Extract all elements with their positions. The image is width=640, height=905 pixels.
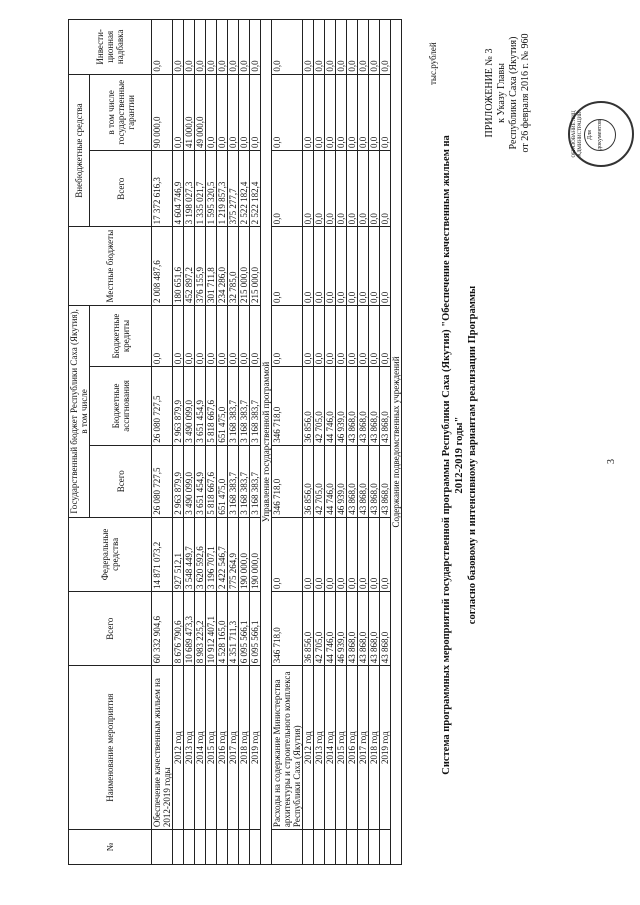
value-cell: 0,0	[303, 517, 314, 591]
year-row	[380, 20, 391, 865]
row-number-cell	[184, 830, 195, 865]
value-cell: 2 522 182,4	[239, 150, 250, 226]
value-cell: 0,0	[303, 305, 314, 366]
value-cell: 43 868,0	[380, 592, 391, 666]
value-cell: 6 095 566,1	[239, 592, 250, 666]
value-cell: 0,0	[272, 305, 303, 366]
value-cell: 0,0	[369, 227, 380, 306]
appendix-line: к Указу Главы	[496, 63, 507, 123]
value-cell: 0,0	[173, 74, 184, 150]
value-cell: 42 705,0	[314, 367, 325, 446]
col-header-invest: Инвести- ционная надбавка	[69, 20, 152, 75]
value-cell: 0,0	[380, 20, 391, 75]
seal-center: Для документов	[584, 119, 616, 151]
year-row	[369, 20, 380, 865]
row-number-cell	[347, 830, 358, 865]
value-cell: 44 746,0	[325, 367, 336, 446]
row-number-cell	[195, 830, 206, 865]
year-row	[206, 20, 217, 865]
value-cell: 3 168 383,7	[239, 445, 250, 517]
year-label: 2012 год	[173, 666, 184, 830]
value-cell: 346 718,0	[272, 367, 303, 446]
value-cell: 43 868,0	[369, 592, 380, 666]
value-cell: 0,0	[336, 517, 347, 591]
value-cell: 3 651 454,9	[195, 445, 206, 517]
value-cell: 42 705,0	[314, 592, 325, 666]
value-cell: 0,0	[173, 20, 184, 75]
value-cell: 0,0	[347, 305, 358, 366]
table-body	[152, 20, 402, 865]
value-cell: 0,0	[272, 517, 303, 591]
year-label: 2015 год	[206, 666, 217, 830]
year-row	[250, 20, 261, 865]
value-cell: 0,0	[358, 150, 369, 226]
seal-ring-text: ОБРАЗОВАНИЕ ЛИЦ АДМИНИСТРАЦИИ	[572, 110, 583, 158]
appendix-title: ПРИЛОЖЕНИЕ № 3	[484, 48, 495, 138]
value-cell: 2 963 879,9	[173, 445, 184, 517]
value-cell: 1 219 857,3	[217, 150, 228, 226]
value-cell: 0,0	[369, 150, 380, 226]
value-cell: 0,0	[369, 20, 380, 75]
value-cell: 0,0	[336, 20, 347, 75]
value-cell: 0,0	[184, 305, 195, 366]
value-cell: 375 277,7	[228, 150, 239, 226]
value-cell: 3 490 099,0	[184, 367, 195, 446]
year-row	[228, 20, 239, 865]
row-number-cell	[206, 830, 217, 865]
value-cell: 43 868,0	[369, 367, 380, 446]
value-cell: 0,0	[272, 74, 303, 150]
row-number-cell	[358, 830, 369, 865]
year-label: 2015 год	[336, 666, 347, 830]
value-cell: 0,0	[325, 20, 336, 75]
value-cell: 0,0	[347, 517, 358, 591]
value-cell: 26 080 727,5	[152, 445, 173, 517]
value-cell: 4 351 711,3	[228, 592, 239, 666]
row-number-cell	[250, 830, 261, 865]
title-line: Система программных мероприятий государственной программы Республики Саха (Якутия) "Обеспечение качественным жильем на 2012-2019 годы"	[441, 135, 465, 775]
value-cell: 26 080 727,5	[152, 367, 173, 446]
row-number-cell	[303, 830, 314, 865]
value-cell: 651 475,0	[217, 445, 228, 517]
value-cell: 42 705,0	[314, 445, 325, 517]
value-cell: 0,0	[250, 20, 261, 75]
year-row	[347, 20, 358, 865]
value-cell: 0,0	[369, 305, 380, 366]
year-label: 2017 год	[358, 666, 369, 830]
value-cell: 43 868,0	[347, 445, 358, 517]
year-label: 2019 год	[380, 666, 391, 830]
col-header-state-credit: Бюджетные кредиты	[90, 305, 152, 366]
value-cell: 0,0	[206, 20, 217, 75]
value-cell: 46 939,0	[336, 592, 347, 666]
value-cell: 190 000,0	[250, 517, 261, 591]
value-cell: 0,0	[358, 227, 369, 306]
value-cell: 0,0	[152, 305, 173, 366]
activity-name: Обеспечение качественным жильем на 2012-2019 годы	[152, 666, 173, 830]
value-cell: 43 868,0	[358, 445, 369, 517]
value-cell: 0,0	[239, 74, 250, 150]
row-number-cell	[325, 830, 336, 865]
value-cell: 46 939,0	[336, 367, 347, 446]
program-row	[272, 20, 303, 865]
value-cell: 43 868,0	[380, 445, 391, 517]
value-cell: 0,0	[239, 20, 250, 75]
appendix-line: Республики Саха (Якутия)	[508, 36, 519, 150]
value-cell: 36 856,0	[303, 367, 314, 446]
value-cell: 5 818 667,6	[206, 445, 217, 517]
value-cell: 4 604 746,9	[173, 150, 184, 226]
value-cell: 0,0	[336, 305, 347, 366]
col-header-name: Наименование мероприятия	[69, 666, 152, 830]
value-cell: 0,0	[228, 305, 239, 366]
value-cell: 0,0	[336, 74, 347, 150]
page-number: 3	[606, 459, 617, 464]
value-cell: 3 168 383,7	[250, 445, 261, 517]
value-cell: 346 718,0	[272, 592, 303, 666]
row-number-cell	[228, 830, 239, 865]
year-row	[239, 20, 250, 865]
value-cell: 44 746,0	[325, 445, 336, 517]
value-cell: 0,0	[325, 74, 336, 150]
value-cell: 0,0	[347, 20, 358, 75]
col-header-state-group: Государственный бюджет Республики Саха (Якутия), в том числе	[69, 305, 90, 517]
value-cell: 3 168 383,7	[228, 445, 239, 517]
year-row	[184, 20, 195, 865]
value-cell: 10 912 407,1	[206, 592, 217, 666]
value-cell: 32 785,0	[228, 227, 239, 306]
year-label: 2016 год	[347, 666, 358, 830]
value-cell: 60 332 904,6	[152, 592, 173, 666]
value-cell: 190 000,0	[239, 517, 250, 591]
value-cell: 301 711,8	[206, 227, 217, 306]
appendix-line: от 26 февраля 2016 г. № 960	[520, 33, 531, 153]
value-cell: 0,0	[380, 150, 391, 226]
value-cell: 14 871 073,2	[152, 517, 173, 591]
value-cell: 0,0	[217, 20, 228, 75]
col-header-state-alloc: Бюджетные ассигнования	[90, 367, 152, 446]
value-cell: 0,0	[325, 517, 336, 591]
section-row	[391, 20, 402, 865]
value-cell: 0,0	[239, 305, 250, 366]
value-cell: 0,0	[380, 305, 391, 366]
value-cell: 2 422 546,7	[217, 517, 228, 591]
value-cell: 5 818 667,6	[206, 367, 217, 446]
value-cell: 0,0	[336, 227, 347, 306]
row-number-cell	[380, 830, 391, 865]
value-cell: 0,0	[325, 305, 336, 366]
value-cell: 3 651 454,9	[195, 367, 206, 446]
value-cell: 3 548 449,7	[184, 517, 195, 591]
value-cell: 0,0	[303, 74, 314, 150]
value-cell: 3 620 592,6	[195, 517, 206, 591]
value-cell: 927 512,1	[173, 517, 184, 591]
value-cell: 36 856,0	[303, 592, 314, 666]
value-cell: 0,0	[314, 305, 325, 366]
value-cell: 0,0	[314, 20, 325, 75]
value-cell: 0,0	[325, 227, 336, 306]
year-row	[217, 20, 228, 865]
value-cell: 10 689 473,3	[184, 592, 195, 666]
value-cell: 651 475,0	[217, 367, 228, 446]
value-cell: 3 168 383,7	[250, 367, 261, 446]
value-cell: 43 868,0	[358, 592, 369, 666]
title-line: согласно базовому и интенсивному вариантам реализации Программы	[467, 285, 478, 625]
row-number-cell	[217, 830, 228, 865]
value-cell: 0,0	[336, 150, 347, 226]
year-row	[173, 20, 184, 865]
value-cell: 0,0	[195, 305, 206, 366]
value-cell: 3 196 707,1	[206, 517, 217, 591]
col-header-extra-total: Всего	[90, 150, 152, 226]
value-cell: 0,0	[347, 74, 358, 150]
value-cell: 0,0	[250, 74, 261, 150]
value-cell: 0,0	[314, 517, 325, 591]
value-cell: 452 897,2	[184, 227, 195, 306]
section-row	[261, 20, 272, 865]
value-cell: 775 264,9	[228, 517, 239, 591]
row-number-cell	[152, 830, 173, 865]
year-row	[325, 20, 336, 865]
year-label: 2012 год	[303, 666, 314, 830]
value-cell: 0,0	[195, 20, 206, 75]
year-row	[303, 20, 314, 865]
value-cell: 3 490 099,0	[184, 445, 195, 517]
section-title: Управление государственной программой	[261, 20, 272, 865]
year-label: 2018 год	[239, 666, 250, 830]
row-number-cell	[272, 830, 303, 865]
value-cell: 0,0	[184, 20, 195, 75]
year-label: 2013 год	[314, 666, 325, 830]
value-cell: 0,0	[380, 74, 391, 150]
value-cell: 8 676 790,6	[173, 592, 184, 666]
value-cell: 215 000,0	[250, 227, 261, 306]
value-cell: 0,0	[347, 150, 358, 226]
row-number-cell	[314, 830, 325, 865]
value-cell: 0,0	[173, 305, 184, 366]
value-cell: 2 963 879,9	[173, 367, 184, 446]
col-header-extra-group: Внебюджетные средства	[69, 74, 90, 227]
value-cell: 0,0	[272, 227, 303, 306]
value-cell: 90 000,0	[152, 74, 173, 150]
value-cell: 0,0	[303, 20, 314, 75]
value-cell: 49 000,0	[195, 74, 206, 150]
year-row	[336, 20, 347, 865]
value-cell: 0,0	[358, 517, 369, 591]
year-label: 2017 год	[228, 666, 239, 830]
value-cell: 0,0	[272, 20, 303, 75]
value-cell: 17 372 616,3	[152, 150, 173, 226]
value-cell: 0,0	[250, 305, 261, 366]
col-header-state-total: Всего	[90, 445, 152, 517]
value-cell: 0,0	[358, 74, 369, 150]
col-header-total: Всего	[69, 592, 152, 666]
value-cell: 41 000,0	[184, 74, 195, 150]
year-label: 2014 год	[195, 666, 206, 830]
document-title	[440, 125, 479, 785]
value-cell: 376 155,9	[195, 227, 206, 306]
value-cell: 0,0	[369, 517, 380, 591]
value-cell: 0,0	[380, 517, 391, 591]
value-cell: 0,0	[206, 74, 217, 150]
value-cell: 6 095 566,1	[250, 592, 261, 666]
value-cell: 43 868,0	[380, 367, 391, 446]
value-cell: 0,0	[303, 227, 314, 306]
value-cell: 43 868,0	[358, 367, 369, 446]
year-label: 2016 год	[217, 666, 228, 830]
value-cell: 36 856,0	[303, 445, 314, 517]
value-cell: 215 000,0	[239, 227, 250, 306]
value-cell: 0,0	[228, 74, 239, 150]
value-cell: 3 168 383,7	[239, 367, 250, 446]
value-cell: 46 939,0	[336, 445, 347, 517]
year-label: 2018 год	[369, 666, 380, 830]
value-cell: 0,0	[303, 150, 314, 226]
row-number-cell	[336, 830, 347, 865]
value-cell: 180 651,6	[173, 227, 184, 306]
value-cell: 0,0	[358, 20, 369, 75]
year-label: 2013 год	[184, 666, 195, 830]
value-cell: 0,0	[314, 227, 325, 306]
value-cell: 3 168 383,7	[228, 367, 239, 446]
value-cell: 2 008 487,6	[152, 227, 173, 306]
value-cell: 4 528 165,0	[217, 592, 228, 666]
year-row	[314, 20, 325, 865]
col-header-no: №	[69, 830, 152, 865]
section-title: Содержание подведомственных учреждений	[391, 20, 402, 865]
units-label: тыс.рублей	[428, 42, 438, 85]
value-cell: 0,0	[228, 20, 239, 75]
value-cell: 0,0	[347, 227, 358, 306]
value-cell: 234 286,0	[217, 227, 228, 306]
value-cell: 0,0	[314, 150, 325, 226]
value-cell: 44 746,0	[325, 592, 336, 666]
value-cell: 43 868,0	[369, 445, 380, 517]
value-cell: 0,0	[380, 227, 391, 306]
activity-name: Расходы на содержание Министерства архитектуры и строительного комплекса Республики Саха (Якутия)	[272, 666, 303, 830]
value-cell: 1 335 021,7	[195, 150, 206, 226]
value-cell: 346 718,0	[272, 445, 303, 517]
value-cell: 0,0	[314, 74, 325, 150]
value-cell: 0,0	[272, 150, 303, 226]
value-cell: 0,0	[358, 305, 369, 366]
col-header-local: Местные бюджеты	[69, 227, 152, 306]
program-table	[68, 19, 402, 865]
value-cell: 0,0	[369, 74, 380, 150]
row-number-cell	[173, 830, 184, 865]
year-row	[358, 20, 369, 865]
program-row	[152, 20, 173, 865]
value-cell: 2 522 182,4	[250, 150, 261, 226]
appendix-block	[484, 13, 532, 173]
row-number-cell	[369, 830, 380, 865]
year-row	[195, 20, 206, 865]
value-cell: 0,0	[325, 150, 336, 226]
value-cell: 3 198 027,3	[184, 150, 195, 226]
row-number-cell	[239, 830, 250, 865]
value-cell: 43 868,0	[347, 367, 358, 446]
value-cell: 0,0	[206, 305, 217, 366]
col-header-extra-guarantee: в том числе государственные гарантии	[90, 74, 152, 150]
value-cell: 8 983 225,2	[195, 592, 206, 666]
year-label: 2014 год	[325, 666, 336, 830]
value-cell: 0,0	[217, 74, 228, 150]
official-seal	[568, 101, 634, 167]
value-cell: 0,0	[152, 20, 173, 75]
value-cell: 0,0	[217, 305, 228, 366]
value-cell: 1 595 320,5	[206, 150, 217, 226]
col-header-federal: Федеральные средства	[69, 517, 152, 591]
year-label: 2019 год	[250, 666, 261, 830]
value-cell: 43 868,0	[347, 592, 358, 666]
